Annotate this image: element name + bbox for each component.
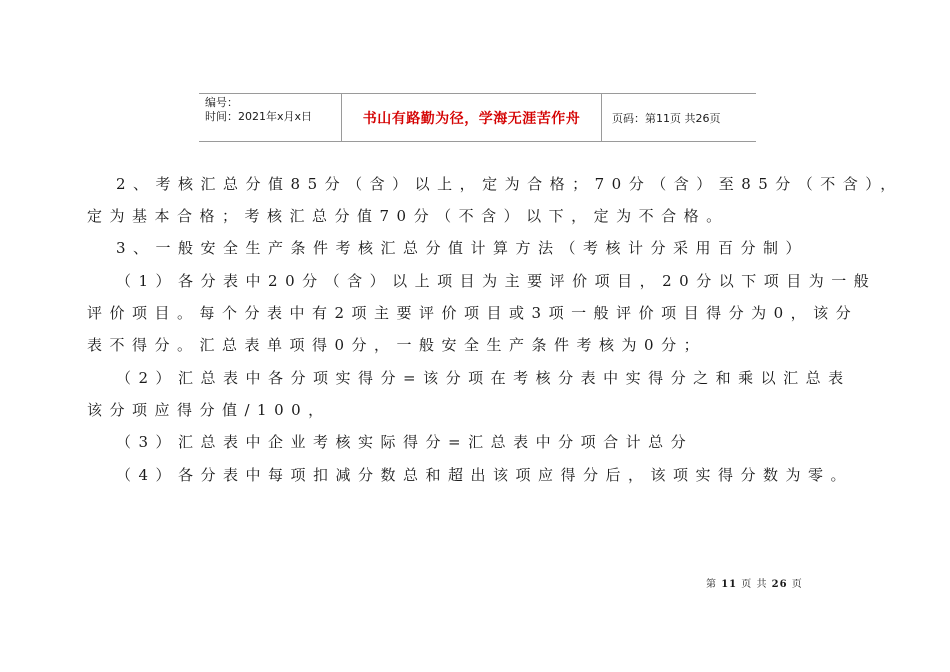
paragraph-line: （4）各分表中每项扣减分数总和超出该项应得分后，该项实得分数为零。 bbox=[116, 466, 854, 484]
motto-text: 书山有路勤为径，学海无涯苦作舟 bbox=[362, 110, 581, 127]
footer-middle: 页 共 bbox=[741, 579, 768, 590]
header-info-cell bbox=[199, 94, 341, 141]
document-number-label: 编号： bbox=[205, 96, 238, 109]
paragraph-line: 表不得分。汇总表单项得0分，一般安全生产条件考核为0分； bbox=[87, 336, 707, 354]
header-page-cell bbox=[602, 94, 756, 141]
footer-total-pages: 26 bbox=[771, 579, 788, 590]
header-motto-cell bbox=[341, 94, 602, 141]
document-date: 时间：2021年x月x日 bbox=[205, 110, 313, 123]
paragraph-line: （3）汇总表中企业考核实际得分=汇总表中分项合计总分 bbox=[116, 433, 694, 451]
paragraph-line: 评价项目。每个分表中有2项主要评价项目或3项一般评价项目得分为0，该分 bbox=[87, 304, 859, 322]
paragraph-line: 定为基本合格；考核汇总分值70分（不含）以下，定为不合格。 bbox=[87, 207, 729, 225]
paragraph-line: 该分项应得分值/100， bbox=[87, 401, 331, 419]
footer-page-number: 11 bbox=[721, 579, 738, 590]
page-footer bbox=[706, 575, 803, 590]
paragraph-line: （1）各分表中20分（含）以上项目为主要评价项目，20分以下项目为一般 bbox=[116, 272, 877, 290]
header-page-number: 页码：第11页 共26页 bbox=[612, 111, 721, 125]
page-header bbox=[199, 93, 756, 142]
paragraph-line: 3、一般安全生产条件考核汇总分值计算方法（考核计分采用百分制） bbox=[116, 239, 809, 257]
footer-suffix: 页 bbox=[791, 579, 803, 590]
footer-prefix: 第 bbox=[706, 579, 717, 590]
paragraph-line: 2、考核汇总分值85分（含）以上，定为合格；70分（含）至85分（不含）， bbox=[116, 175, 903, 193]
paragraph-line: （2）汇总表中各分项实得分=该分项在考核分表中实得分之和乘以汇总表 bbox=[116, 369, 851, 387]
